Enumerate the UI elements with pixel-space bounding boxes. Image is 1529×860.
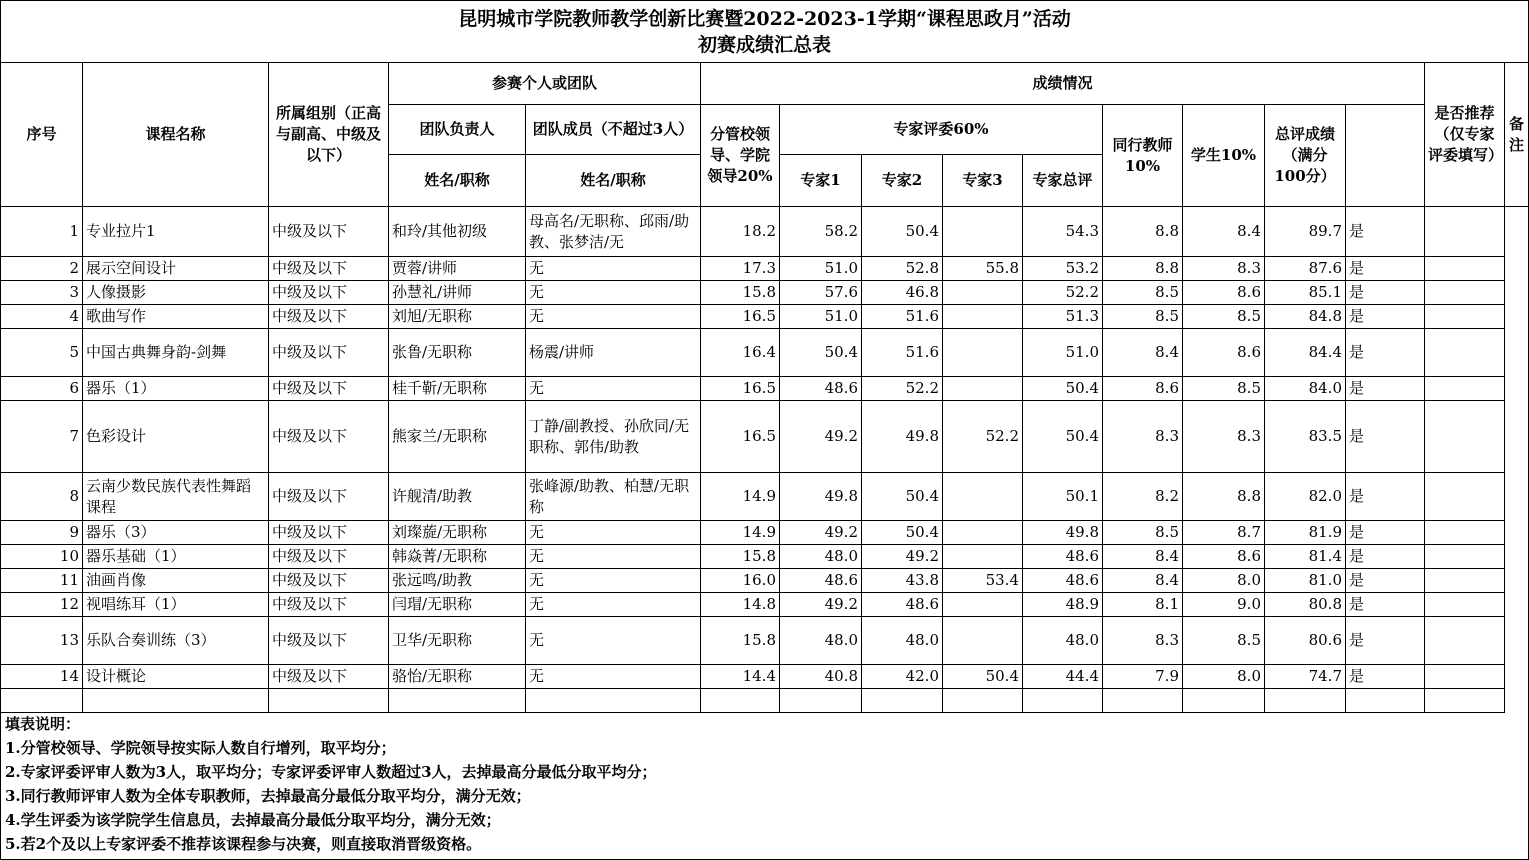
row-student: 8.7 [1183, 521, 1265, 545]
row-remark [1425, 569, 1505, 593]
row-student: 8.3 [1183, 401, 1265, 473]
row-expert-total: 53.2 [1023, 257, 1103, 281]
row-student: 8.5 [1183, 377, 1265, 401]
row-expert-total: 54.3 [1023, 207, 1103, 257]
row-expert2: 42.0 [862, 665, 943, 689]
row-student: 8.4 [1183, 207, 1265, 257]
row-peer: 8.5 [1103, 305, 1183, 329]
row-expert3 [943, 545, 1023, 569]
row-student: 8.6 [1183, 545, 1265, 569]
row-leader-score: 14.4 [701, 665, 780, 689]
row-peer: 8.1 [1103, 593, 1183, 617]
table-row [1, 257, 1529, 281]
row-expert1: 40.8 [780, 665, 862, 689]
row-group: 中级及以下 [269, 569, 389, 593]
row-expert-total: 48.6 [1023, 545, 1103, 569]
row-members: 杨震/讲师 [526, 329, 701, 377]
row-leader: 韩焱菁/无职称 [389, 545, 526, 569]
row-expert-total: 48.0 [1023, 617, 1103, 665]
title-line-2: 初赛成绩汇总表 [697, 34, 831, 56]
row-seq: 4 [1, 305, 83, 329]
row-expert1: 51.0 [780, 257, 862, 281]
row-peer: 8.3 [1103, 401, 1183, 473]
row-expert3 [943, 617, 1023, 665]
row-expert2: 51.6 [862, 305, 943, 329]
row-group: 中级及以下 [269, 665, 389, 689]
table-row [1, 665, 1529, 689]
table-row [1, 377, 1529, 401]
row-recommend: 是 [1346, 569, 1425, 593]
row-leader-score: 14.9 [701, 521, 780, 545]
row-seq: 5 [1, 329, 83, 377]
row-expert2: 51.6 [862, 329, 943, 377]
row-recommend: 是 [1346, 665, 1425, 689]
row-members: 无 [526, 281, 701, 305]
row-expert1: 50.4 [780, 329, 862, 377]
row-expert2: 50.4 [862, 521, 943, 545]
row-course: 专业拉片1 [83, 207, 269, 257]
header-expert1: 专家1 [780, 155, 862, 207]
header-remark: 备注 [1505, 63, 1529, 207]
row-expert-total: 50.4 [1023, 377, 1103, 401]
table-row [1, 593, 1529, 617]
row-peer: 8.4 [1103, 569, 1183, 593]
row-group: 中级及以下 [269, 207, 389, 257]
row-course: 歌曲写作 [83, 305, 269, 329]
header-leader: 团队负责人 [389, 105, 526, 155]
row-remark [1425, 281, 1505, 305]
row-recommend: 是 [1346, 521, 1425, 545]
row-members: 张峰源/助教、柏慧/无职称 [526, 473, 701, 521]
row-remark [1425, 617, 1505, 665]
row-total: 81.0 [1265, 569, 1346, 593]
row-student: 8.6 [1183, 281, 1265, 305]
row-remark [1425, 473, 1505, 521]
row-expert1: 48.0 [780, 545, 862, 569]
row-total: 84.8 [1265, 305, 1346, 329]
header-expert-panel: 专家评委60% [780, 105, 1103, 155]
header-peer: 同行教师10% [1103, 105, 1183, 207]
row-leader: 孙慧礼/讲师 [389, 281, 526, 305]
row-student: 8.0 [1183, 569, 1265, 593]
row-leader: 桂千靳/无职称 [389, 377, 526, 401]
row-expert3 [943, 207, 1023, 257]
row-members: 无 [526, 545, 701, 569]
table-row [1, 569, 1529, 593]
row-expert-total: 52.2 [1023, 281, 1103, 305]
row-peer: 8.6 [1103, 377, 1183, 401]
row-recommend: 是 [1346, 257, 1425, 281]
row-leader: 闫瑁/无职称 [389, 593, 526, 617]
row-expert3: 55.8 [943, 257, 1023, 281]
note-line: 1.分管校领导、学院领导按实际人数自行增列，取平均分； [5, 739, 396, 757]
row-peer: 8.3 [1103, 617, 1183, 665]
note-line: 3.同行教师评审人数为全体专职教师，去掉最高分最低分取平均分，满分无效； [5, 787, 531, 805]
row-expert2: 50.4 [862, 207, 943, 257]
row-recommend: 是 [1346, 281, 1425, 305]
row-expert1: 49.2 [780, 521, 862, 545]
row-group: 中级及以下 [269, 257, 389, 281]
row-leader-score: 16.5 [701, 305, 780, 329]
row-group: 中级及以下 [269, 521, 389, 545]
row-expert-total: 48.9 [1023, 593, 1103, 617]
row-leader-score: 18.2 [701, 207, 780, 257]
table-row [1, 473, 1529, 521]
row-group: 中级及以下 [269, 617, 389, 665]
row-course: 油画肖像 [83, 569, 269, 593]
row-members: 无 [526, 305, 701, 329]
row-group: 中级及以下 [269, 305, 389, 329]
row-expert1: 48.0 [780, 617, 862, 665]
row-expert2: 52.8 [862, 257, 943, 281]
row-expert2: 49.2 [862, 545, 943, 569]
table-row [1, 617, 1529, 665]
row-group: 中级及以下 [269, 401, 389, 473]
table-row [1, 521, 1529, 545]
row-expert-total: 48.6 [1023, 569, 1103, 593]
row-seq: 13 [1, 617, 83, 665]
row-seq: 7 [1, 401, 83, 473]
row-student: 8.6 [1183, 329, 1265, 377]
row-remark [1425, 377, 1505, 401]
row-seq: 14 [1, 665, 83, 689]
row-total: 81.4 [1265, 545, 1346, 569]
row-seq: 2 [1, 257, 83, 281]
row-expert-total: 49.8 [1023, 521, 1103, 545]
row-total: 82.0 [1265, 473, 1346, 521]
row-expert3 [943, 305, 1023, 329]
row-leader: 张远鸣/助教 [389, 569, 526, 593]
header-group: 所属组别（正高与副高、中级及以下） [269, 63, 389, 207]
header-expert2: 专家2 [862, 155, 943, 207]
row-seq: 11 [1, 569, 83, 593]
row-leader: 张鲁/无职称 [389, 329, 526, 377]
row-members: 无 [526, 665, 701, 689]
header-members: 团队成员（不超过3人） [526, 105, 701, 155]
row-group: 中级及以下 [269, 545, 389, 569]
row-leader: 骆怡/无职称 [389, 665, 526, 689]
title-line-1: 昆明城市学院教师教学创新比赛暨2022-2023-1学期“课程思政月”活动 [458, 8, 1071, 30]
table-row [1, 305, 1529, 329]
row-student: 9.0 [1183, 593, 1265, 617]
row-peer: 8.4 [1103, 545, 1183, 569]
row-expert-total: 51.0 [1023, 329, 1103, 377]
row-expert2: 46.8 [862, 281, 943, 305]
row-total: 74.7 [1265, 665, 1346, 689]
row-expert3 [943, 593, 1023, 617]
row-recommend: 是 [1346, 305, 1425, 329]
row-leader: 贾蓉/讲师 [389, 257, 526, 281]
row-total: 80.6 [1265, 617, 1346, 665]
row-peer: 8.8 [1103, 257, 1183, 281]
row-leader: 许舰清/助教 [389, 473, 526, 521]
row-course: 展示空间设计 [83, 257, 269, 281]
row-seq: 10 [1, 545, 83, 569]
table-row [1, 329, 1529, 377]
row-remark [1425, 521, 1505, 545]
row-peer: 7.9 [1103, 665, 1183, 689]
row-recommend: 是 [1346, 207, 1425, 257]
row-remark [1425, 401, 1505, 473]
row-course: 云南少数民族代表性舞蹈课程 [83, 473, 269, 521]
row-members: 无 [526, 617, 701, 665]
row-seq: 3 [1, 281, 83, 305]
row-seq: 8 [1, 473, 83, 521]
row-expert3 [943, 473, 1023, 521]
row-members: 无 [526, 257, 701, 281]
row-remark [1425, 593, 1505, 617]
row-expert1: 49.2 [780, 401, 862, 473]
header-leader-name-title: 姓名/职称 [389, 155, 526, 207]
row-leader-score: 16.5 [701, 377, 780, 401]
row-leader: 卫华/无职称 [389, 617, 526, 665]
row-recommend: 是 [1346, 593, 1425, 617]
row-expert-total: 44.4 [1023, 665, 1103, 689]
table-row [1, 401, 1529, 473]
row-expert-total: 50.1 [1023, 473, 1103, 521]
row-leader-score: 16.4 [701, 329, 780, 377]
row-remark [1425, 665, 1505, 689]
table-row [1, 545, 1529, 569]
row-peer: 8.2 [1103, 473, 1183, 521]
row-course: 乐队合奏训练（3） [83, 617, 269, 665]
row-expert1: 51.0 [780, 305, 862, 329]
row-seq: 9 [1, 521, 83, 545]
row-total: 83.5 [1265, 401, 1346, 473]
row-expert3 [943, 521, 1023, 545]
row-expert2: 52.2 [862, 377, 943, 401]
row-expert3: 52.2 [943, 401, 1023, 473]
row-expert1: 48.6 [780, 569, 862, 593]
row-expert3: 53.4 [943, 569, 1023, 593]
row-total: 85.1 [1265, 281, 1346, 305]
header-course: 课程名称 [83, 63, 269, 207]
row-leader: 刘璨蔙/无职称 [389, 521, 526, 545]
row-leader-score: 14.9 [701, 473, 780, 521]
table-title [0, 0, 1529, 62]
row-members: 无 [526, 377, 701, 401]
row-recommend: 是 [1346, 377, 1425, 401]
header-results: 成绩情况 [701, 63, 1425, 105]
header-expert-total: 专家总评 [1023, 155, 1103, 207]
header-student: 学生10% [1183, 105, 1265, 207]
row-leader-score: 15.8 [701, 617, 780, 665]
row-student: 8.8 [1183, 473, 1265, 521]
row-course: 色彩设计 [83, 401, 269, 473]
row-course: 视唱练耳（1） [83, 593, 269, 617]
row-recommend: 是 [1346, 545, 1425, 569]
header-recommend: 是否推荐（仅专家评委填写） [1425, 63, 1505, 207]
header-total: 总评成绩（满分100分） [1265, 105, 1346, 207]
table-row [1, 207, 1529, 257]
row-expert1: 49.8 [780, 473, 862, 521]
row-expert-total: 50.4 [1023, 401, 1103, 473]
row-leader: 熊家兰/无职称 [389, 401, 526, 473]
row-student: 8.5 [1183, 617, 1265, 665]
row-expert3 [943, 281, 1023, 305]
row-student: 8.0 [1183, 665, 1265, 689]
row-expert1: 48.6 [780, 377, 862, 401]
row-total: 89.7 [1265, 207, 1346, 257]
header-members-name-title: 姓名/职称 [526, 155, 701, 207]
fill-instructions [0, 712, 1529, 856]
row-leader-score: 16.0 [701, 569, 780, 593]
row-expert3: 50.4 [943, 665, 1023, 689]
row-leader-score: 15.8 [701, 281, 780, 305]
row-recommend: 是 [1346, 617, 1425, 665]
row-expert2: 50.4 [862, 473, 943, 521]
header-expert3: 专家3 [943, 155, 1023, 207]
row-group: 中级及以下 [269, 593, 389, 617]
row-course: 设计概论 [83, 665, 269, 689]
score-table [0, 62, 1529, 713]
row-expert2: 48.0 [862, 617, 943, 665]
row-recommend: 是 [1346, 401, 1425, 473]
row-group: 中级及以下 [269, 281, 389, 305]
row-expert2: 48.6 [862, 593, 943, 617]
row-expert1: 49.2 [780, 593, 862, 617]
row-group: 中级及以下 [269, 473, 389, 521]
row-seq: 1 [1, 207, 83, 257]
row-remark [1425, 329, 1505, 377]
note-line: 5.若2个及以上专家评委不推荐该课程参与决赛，则直接取消晋级资格。 [5, 835, 482, 853]
row-members: 无 [526, 521, 701, 545]
row-student: 8.3 [1183, 257, 1265, 281]
row-total: 87.6 [1265, 257, 1346, 281]
row-total: 81.9 [1265, 521, 1346, 545]
row-expert3 [943, 329, 1023, 377]
row-seq: 12 [1, 593, 83, 617]
row-remark [1425, 207, 1505, 257]
empty-row [1, 689, 1529, 713]
row-leader-score: 15.8 [701, 545, 780, 569]
row-peer: 8.5 [1103, 281, 1183, 305]
row-remark [1425, 257, 1505, 281]
row-total: 84.4 [1265, 329, 1346, 377]
row-group: 中级及以下 [269, 329, 389, 377]
row-course: 器乐基础（1） [83, 545, 269, 569]
row-student: 8.5 [1183, 305, 1265, 329]
row-leader-score: 17.3 [701, 257, 780, 281]
row-leader: 刘旭/无职称 [389, 305, 526, 329]
row-total: 80.8 [1265, 593, 1346, 617]
row-course: 中国古典舞身韵-剑舞 [83, 329, 269, 377]
row-seq: 6 [1, 377, 83, 401]
header-seq: 序号 [1, 63, 83, 207]
row-leader-score: 14.8 [701, 593, 780, 617]
row-expert3 [943, 377, 1023, 401]
row-members: 无 [526, 593, 701, 617]
row-recommend: 是 [1346, 329, 1425, 377]
row-course: 器乐（3） [83, 521, 269, 545]
row-expert1: 58.2 [780, 207, 862, 257]
row-remark [1425, 545, 1505, 569]
row-remark [1425, 305, 1505, 329]
row-peer: 8.4 [1103, 329, 1183, 377]
row-members: 母高名/无职称、邱雨/助教、张梦洁/无 [526, 207, 701, 257]
header-leaders-score: 分管校领导、学院领导20% [701, 105, 780, 207]
row-course: 人像摄影 [83, 281, 269, 305]
row-peer: 8.5 [1103, 521, 1183, 545]
header-participants: 参赛个人或团队 [389, 63, 701, 105]
row-peer: 8.8 [1103, 207, 1183, 257]
row-expert2: 43.8 [862, 569, 943, 593]
row-recommend: 是 [1346, 473, 1425, 521]
row-total: 84.0 [1265, 377, 1346, 401]
row-leader: 和玲/其他初级 [389, 207, 526, 257]
row-leader-score: 16.5 [701, 401, 780, 473]
note-line: 4.学生评委为该学院学生信息员，去掉最高分最低分取平均分，满分无效； [5, 811, 501, 829]
row-expert-total: 51.3 [1023, 305, 1103, 329]
row-members: 无 [526, 569, 701, 593]
note-line: 2.专家评委评审人数为3人，取平均分；专家评委评审人数超过3人，去掉最高分最低分取平均分； [5, 763, 657, 781]
row-group: 中级及以下 [269, 377, 389, 401]
row-expert1: 57.6 [780, 281, 862, 305]
row-course: 器乐（1） [83, 377, 269, 401]
row-expert2: 49.8 [862, 401, 943, 473]
notes-heading: 填表说明： [5, 715, 81, 733]
row-members: 丁静/副教授、孙欣同/无职称、郭伟/助教 [526, 401, 701, 473]
table-row [1, 281, 1529, 305]
